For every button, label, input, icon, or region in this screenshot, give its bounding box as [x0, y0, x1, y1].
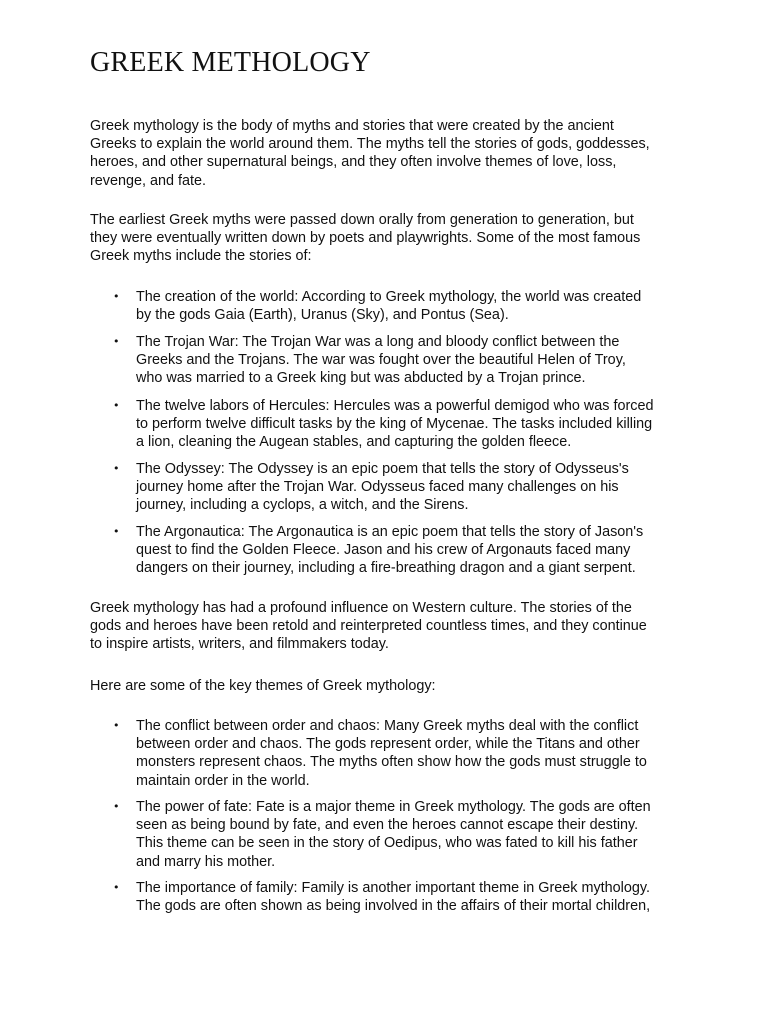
list-item: [113, 288, 696, 324]
text-line: Here are some of the key themes of Greek mythology:: [90, 678, 436, 694]
text-line: Greeks and the Trojans. The war was fought over the beautiful Helen of Troy,: [136, 352, 626, 369]
text-line: seen as being bound by fate, and even the heroes cannot escape their destiny.: [136, 817, 639, 834]
text-line: journey home after the Trojan War. Odysseus faced many challenges on his: [136, 479, 619, 496]
text-line: The Argonautica: The Argonautica is an epic poem that tells the story of Jason's: [136, 524, 644, 540]
text-line: Greek myths include the stories of:: [90, 248, 312, 265]
bullet-icon: •: [113, 525, 120, 538]
text-line: they were eventually written down by poets and playwrights. Some of the most famous: [90, 230, 641, 247]
text-line: and marry his mother.: [136, 853, 276, 870]
text-line: who was married to a Greek king but was abducted by a Trojan prince.: [136, 370, 586, 387]
bullet-icon: •: [113, 335, 120, 348]
text-line: monsters represent chaos. The myths often show how the gods must struggle to: [136, 754, 647, 771]
text-line: The creation of the world: According to Greek mythology, the world was created: [136, 289, 642, 305]
text-line: revenge, and fate.: [90, 172, 207, 189]
text-line: The Trojan War: The Trojan War was a long and bloody conflict between the: [136, 334, 620, 350]
text-line: The twelve labors of Hercules: Hercules was a powerful demigod who was forced: [136, 398, 654, 414]
list-item: [113, 798, 696, 871]
text-line: Greek mythology is the body of myths and stories that were created by the ancient: [90, 118, 614, 134]
document-title: GREEK METHOLOGY: [90, 47, 371, 78]
text-line: maintain order in the world.: [136, 772, 310, 789]
text-line: The conflict between order and chaos: Many Greek myths deal with the conflict: [136, 718, 639, 734]
text-line: heroes, and other supernatural beings, and they often involve themes of love, loss,: [90, 154, 617, 171]
text-line: Greeks to explain the world around them. The myths tell the stories of gods, goddesses,: [90, 136, 650, 153]
text-line: by the gods Gaia (Earth), Uranus (Sky), and Pontus (Sea).: [136, 307, 509, 324]
text-line: to perform twelve difficult tasks by the king of Mycenae. The tasks included killing: [136, 416, 653, 433]
text-line: The power of fate: Fate is a major theme in Greek mythology. The gods are often: [136, 799, 651, 815]
text-line: The Odyssey: The Odyssey is an epic poem that tells the story of Odysseus's: [136, 461, 629, 477]
bullet-icon: •: [113, 399, 120, 412]
list-item: [113, 717, 696, 790]
influence-paragraph: [90, 599, 690, 654]
list-item: [113, 333, 696, 388]
text-line: a lion, cleaning the Augean stables, and capturing the golden fleece.: [136, 434, 572, 451]
text-line: journey, including a cyclops, a witch, and the Sirens.: [136, 497, 469, 514]
list-item: [113, 523, 696, 578]
bullet-icon: •: [113, 462, 120, 475]
intro-paragraph: [90, 117, 690, 190]
themes-intro-paragraph: [90, 677, 690, 695]
text-line: gods and heroes have been retold and reinterpreted countless times, and they continue: [90, 618, 647, 635]
text-line: dangers on their journey, including a fire-breathing dragon and a giant serpent.: [136, 560, 636, 577]
list-item: [113, 397, 696, 452]
text-line: quest to find the Golden Fleece. Jason and his crew of Argonauts faced many: [136, 542, 631, 559]
bullet-icon: •: [113, 290, 120, 303]
bullet-icon: •: [113, 800, 120, 813]
list-item: [113, 879, 696, 915]
text-line: between order and chaos. The gods represent order, while the Titans and other: [136, 736, 640, 753]
bullet-icon: •: [113, 719, 120, 732]
text-line: This theme can be seen in the story of Oedipus, who was fated to kill his father: [136, 835, 638, 852]
text-line: The earliest Greek myths were passed down orally from generation to generation, but: [90, 212, 634, 228]
text-line: to inspire artists, writers, and filmmakers today.: [90, 636, 389, 653]
list-item: [113, 460, 696, 515]
bullet-icon: •: [113, 881, 120, 894]
text-line: The importance of family: Family is another important theme in Greek mythology.: [136, 880, 651, 896]
earliest-myths-paragraph: [90, 211, 690, 266]
text-line: Greek mythology has had a profound influence on Western culture. The stories of the: [90, 600, 632, 616]
text-line: The gods are often shown as being involved in the affairs of their mortal children,: [136, 898, 651, 915]
